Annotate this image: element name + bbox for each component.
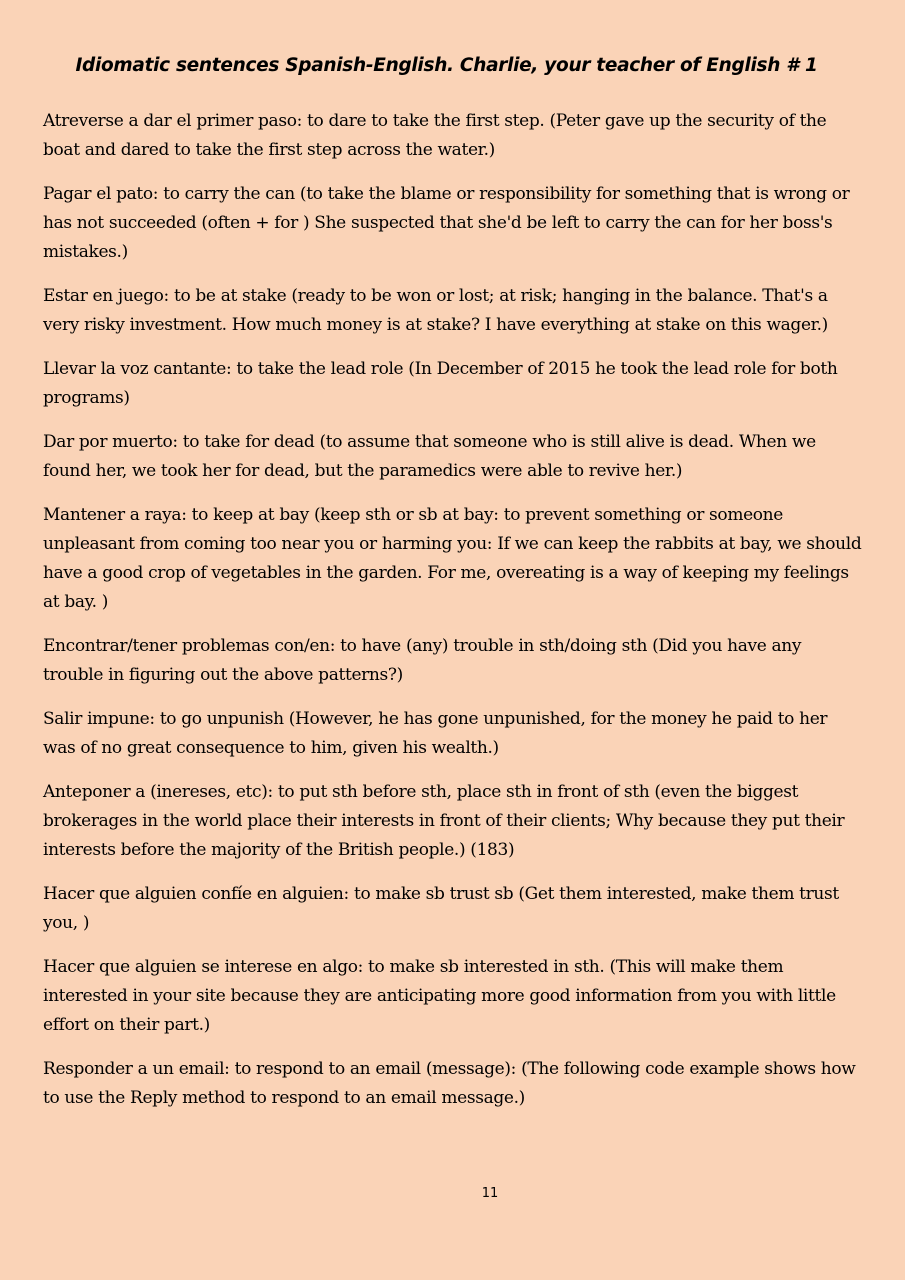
entries-list (43, 107, 863, 1128)
entry: Encontrar/tener problemas con/en: to have (any) trouble in sth/doing sth (Did you have any trouble in figuring out the above patterns?) (43, 636, 802, 685)
page-number: 11 (481, 1186, 499, 1201)
entry: Dar por muerto: to take for dead (to assume that someone who is still alive is dead. When we found her, we took her for dead, but the paramedics were able to revive her.) (43, 432, 816, 481)
entry: Anteponer a (inereses, etc): to put sth before sth, place sth in front of sth (even the biggest brokerages in the world place their interests in front of their clients; Why because they put their interests before the majority of the British people.) (183) (43, 782, 845, 860)
entry: Atreverse a dar el primer paso: to dare to take the first step. (Peter gave up the security of the boat and dared to take the first step across the water.) (43, 111, 827, 160)
entry: Salir impune: to go unpunish (However, he has gone unpunished, for the money he paid to her was of no great consequence to him, given his wealth.) (43, 709, 828, 758)
entry: Pagar el pato: to carry the can (to take the blame or responsibility for something that is wrong or has not succeeded (often + for ) She suspected that she'd be left to carry the can for her boss's mistakes.) (43, 184, 850, 262)
entry: Llevar la voz cantante: to take the lead role (In December of 2015 he took the lead role for both programs) (43, 359, 838, 408)
entry: Estar en juego: to be at stake (ready to be won or lost; at risk; hanging in the balance. That's a very risky investment. How much money is at stake? I have everything at stake on this wager.) (43, 286, 828, 335)
entry: Mantener a raya: to keep at bay (keep sth or sb at bay: to prevent something or someone unpleasant from coming too near you or harming you: If we can keep the rabbits at bay, we should have a good crop of vegetables in the garden. For me, overeating is a way of keeping my feelings at bay. ) (43, 505, 862, 612)
entry: Hacer que alguien se interese en algo: to make sb interested in sth. (This will make them interested in your site because they are anticipating more good information from you with little effort on their part.) (43, 957, 836, 1035)
entry: Hacer que alguien confíe en alguien: to make sb trust sb (Get them interested, make them trust you, ) (43, 884, 839, 933)
entry: Responder a un email: to respond to an email (message): (The following code example shows how to use the Reply method to respond to an email message.) (43, 1059, 856, 1108)
page-title: Idiomatic sentences Spanish-English. Charlie, your teacher of English # 1 (75, 55, 818, 76)
